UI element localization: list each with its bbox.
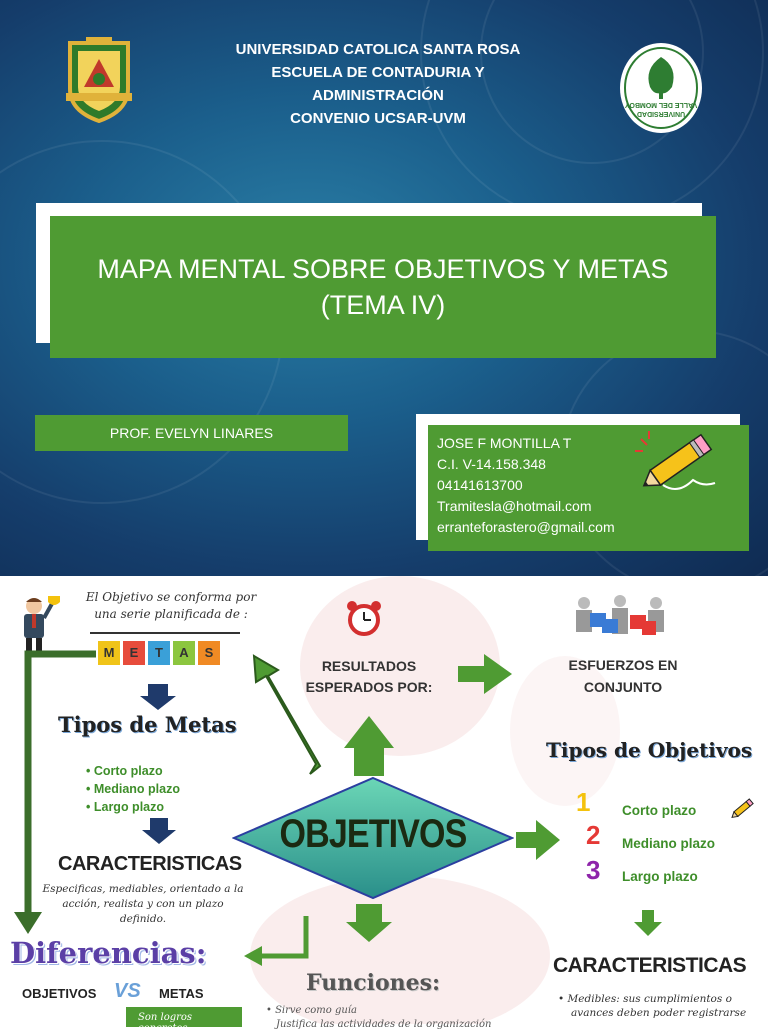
list-item: • Largo plazo xyxy=(86,800,165,814)
tipos-objetivos-list xyxy=(622,794,715,893)
title-line: MAPA MENTAL SOBRE OBJETIVOS Y METAS xyxy=(97,254,669,284)
list-item-text: Justifica las actividades de la organización xyxy=(276,1019,492,1030)
objetivos-diamond xyxy=(232,776,514,900)
esfuerzos-label xyxy=(548,654,698,698)
diferencias-title: Diferencias: xyxy=(10,936,207,970)
list-item-text: Mediano plazo xyxy=(93,782,180,796)
list-item: • Mediano plazo xyxy=(86,782,180,796)
list-item xyxy=(558,1006,764,1020)
list-item-text: Corto plazo xyxy=(93,764,163,778)
funciones-list xyxy=(266,1004,526,1032)
caracteristicas-right-text xyxy=(558,992,764,1020)
pencil-icon xyxy=(728,796,756,822)
student-email: erranteforastero@gmail.com xyxy=(437,519,615,535)
list-item-text: avances deben poder registrarse xyxy=(571,1007,747,1019)
ucsar-seal-logo xyxy=(64,37,134,123)
student-info xyxy=(428,425,749,551)
metas-letter: A xyxy=(173,641,195,665)
text-line: definido. xyxy=(119,913,167,925)
metas-letter: M xyxy=(98,641,120,665)
list-item: • Sirve como guía xyxy=(266,1005,357,1016)
list-item-text: Sirve como guía xyxy=(275,1005,357,1016)
caracteristicas-left-text xyxy=(30,882,256,927)
metas-letter: S xyxy=(198,641,220,665)
student-phone: 04141613700 xyxy=(437,477,523,493)
text-line: acción, realista y con un plazo xyxy=(62,898,224,910)
list-item: Mediano plazo xyxy=(622,836,716,851)
objetivos-title: OBJETIVOS xyxy=(279,812,467,856)
header-line: CONVENIO UCSAR-UVM xyxy=(290,110,466,127)
tipos-objetivos-title: Tipos de Objetivos xyxy=(546,738,753,762)
box-text: Son logros concretos xyxy=(138,1012,193,1034)
number-two-icon: 2 xyxy=(586,820,601,850)
vs-objetivos-label: OBJETIVOS xyxy=(22,986,97,1001)
number-one-icon: 1 xyxy=(576,787,591,817)
metas-letter: T xyxy=(148,641,170,665)
uvm-logo-text: UNIVERSIDAD VALLE DEL MOMBOY xyxy=(624,101,698,117)
list-item: Largo plazo xyxy=(622,869,698,884)
text-line: Especificas, mediables, orientado a la xyxy=(42,883,244,895)
title-line: (TEMA IV) xyxy=(320,290,446,320)
caracteristicas-left-title: CARACTERISTICAS xyxy=(58,853,242,875)
text-line: ESPERADOS POR: xyxy=(305,679,433,695)
header-line: ADMINISTRACIÓN xyxy=(312,87,444,104)
header-line: UNIVERSIDAD CATOLICA SANTA ROSA xyxy=(235,41,521,58)
list-item: • Medibles: sus cumplimientos o xyxy=(558,993,732,1005)
student-name: JOSE F MONTILLA T xyxy=(437,435,572,451)
list-item xyxy=(266,1018,526,1032)
intro-line: una serie planificada de : xyxy=(94,607,248,621)
metas-definition-box xyxy=(126,1007,242,1034)
team-puzzle-icon xyxy=(570,593,674,645)
metas-letter: E xyxy=(123,641,145,665)
student-id: C.I. V-14.158.348 xyxy=(437,456,546,472)
resultados-label xyxy=(292,656,446,698)
caracteristicas-right-title: CARACTERISTICAS xyxy=(553,954,747,977)
vs-metas-label: METAS xyxy=(159,986,204,1001)
number-three-icon: 3 xyxy=(586,855,601,885)
slide-title xyxy=(50,216,716,358)
header-line: ESCUELA DE CONTADURIA Y xyxy=(271,64,485,81)
alarm-clock-icon xyxy=(343,598,385,638)
text-line: RESULTADOS xyxy=(321,658,417,674)
pencil-icon xyxy=(633,425,723,500)
uvm-logo xyxy=(620,43,702,133)
list-item-text: Largo plazo xyxy=(93,800,165,814)
professor-label: PROF. EVELYN LINARES xyxy=(35,415,348,451)
student-email: Tramitesla@hotmail.com xyxy=(437,498,592,514)
university-header xyxy=(150,38,606,130)
funciones-title: Funciones: xyxy=(306,970,441,996)
list-item: Corto plazo xyxy=(622,803,697,818)
tipos-metas-title: Tipos de Metas xyxy=(58,712,237,737)
vs-badge: VS xyxy=(114,980,141,1002)
text-line: CONJUNTO xyxy=(583,679,663,695)
list-item-text: Medibles: sus cumplimientos o xyxy=(567,993,732,1005)
intro-line: El Objetivo se conforma por xyxy=(85,590,257,604)
tipos-metas-list xyxy=(86,762,180,816)
text-line: ESFUERZOS EN xyxy=(568,657,678,673)
list-item: • Corto plazo xyxy=(86,764,163,778)
